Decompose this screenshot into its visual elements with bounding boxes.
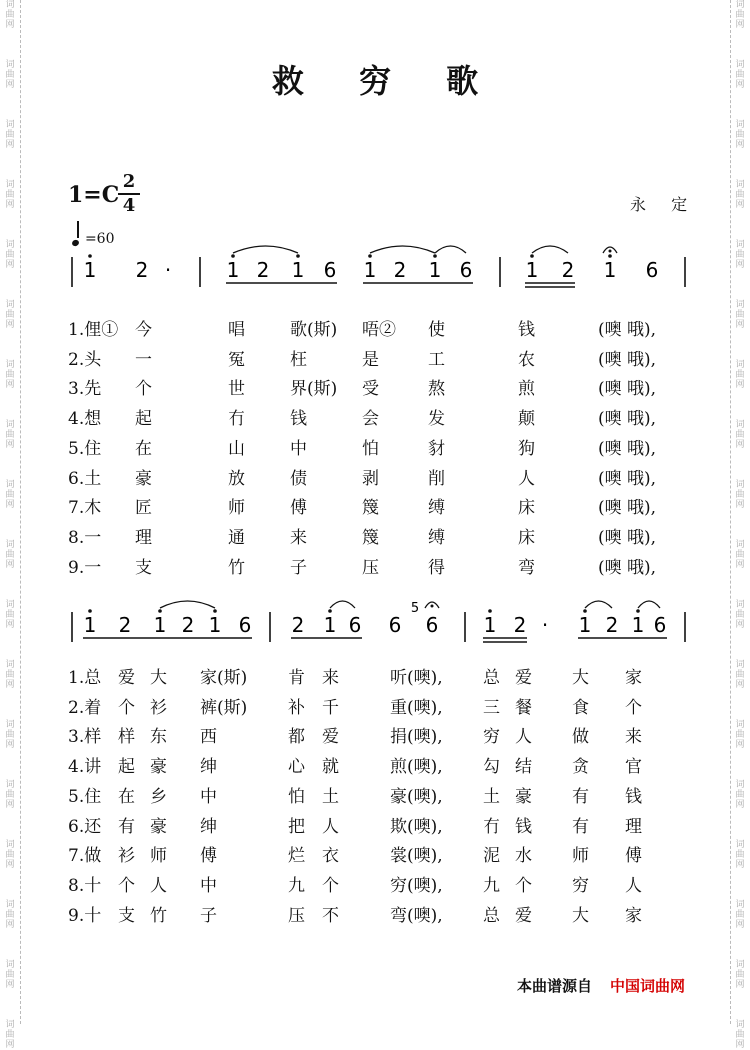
note-1: 1: [226, 258, 240, 282]
page-title: 救 穷 歌: [271, 62, 501, 100]
lyric-syllable: 裳(噢),: [390, 846, 443, 867]
lyric-syllable: 总: [483, 905, 500, 926]
lyric-syllable: 钱: [290, 409, 307, 430]
lyric-syllable: 4.想: [68, 409, 102, 430]
lyric-syllable: 狗: [518, 438, 535, 459]
fermata-dot: [609, 250, 612, 253]
lyric-syllable: 床: [518, 527, 535, 548]
lyric-syllable: 匠: [135, 498, 152, 519]
watermark-text: 词 曲 网: [5, 420, 15, 450]
lyric-syllable: 大: [150, 668, 167, 688]
lyric-syllable: (噢 哦),: [598, 438, 657, 459]
lyric-syllable: 剥: [362, 468, 379, 489]
verse-row: [0, 315, 750, 345]
lyric-syllable: 工: [428, 349, 445, 370]
lyric-syllable: 理: [625, 816, 642, 837]
lyric-syllable: 人: [625, 875, 642, 896]
lyric-syllable: 钱: [515, 816, 532, 837]
lyric-syllable: 傅: [200, 846, 217, 867]
verse-row: [0, 434, 750, 464]
lyric-syllable: 弯(噢),: [390, 905, 443, 926]
watermark-text: 词 曲 网: [735, 900, 745, 930]
key-signature: 1=C: [68, 182, 120, 208]
watermark-text: 词 曲 网: [735, 360, 745, 390]
lyric-syllable: 一: [135, 349, 152, 370]
lyric-syllable: (噢 哦),: [598, 498, 657, 519]
tempo-value: =60: [84, 231, 115, 247]
octave-dot: [530, 254, 534, 258]
watermark-text: 词 曲 网: [5, 720, 15, 750]
lyric-syllable: 受: [362, 379, 379, 400]
watermark-text: 词 曲 网: [5, 0, 15, 30]
note-1: 1: [208, 613, 222, 637]
note-1: 1: [631, 613, 645, 637]
watermark-text: 词 曲 网: [735, 720, 745, 750]
verse-row: [0, 693, 750, 723]
time-signature: [118, 172, 140, 216]
lyric-syllable: 结: [515, 757, 532, 778]
lyric-syllable: 个: [118, 875, 135, 896]
lyric-syllable: 篾: [362, 498, 379, 519]
source-brand-link[interactable]: 中国词曲网: [610, 977, 686, 995]
lyric-syllable: 水: [515, 846, 532, 867]
lyric-syllable: 1.总: [68, 668, 102, 688]
lyric-syllable: 9.一: [68, 557, 102, 578]
lyric-syllable: 烂: [288, 846, 305, 867]
lyric-syllable: 穷: [572, 875, 589, 896]
note-6: 6: [645, 258, 659, 282]
octave-dot: [231, 254, 235, 258]
lyric-syllable: 8.一: [68, 527, 102, 548]
lyric-syllable: 肯: [288, 668, 305, 688]
lyric-syllable: (噢 哦),: [598, 557, 657, 578]
verse-row: [0, 722, 750, 752]
note-1: 1: [323, 613, 337, 637]
watermark-text: 词 曲 网: [735, 600, 745, 630]
lyric-syllable: 床: [518, 498, 535, 519]
watermark-text: 词 曲 网: [735, 120, 745, 150]
watermark-text: 词 曲 网: [5, 360, 15, 390]
octave-dot: [88, 254, 92, 258]
lyric-syllable: 傅: [290, 498, 307, 519]
lyric-syllable: 来: [290, 527, 307, 548]
watermark-text: 词 曲 网: [735, 0, 745, 30]
lyric-syllable: 债: [290, 468, 307, 489]
lyric-syllable: 师: [150, 846, 167, 867]
lyric-syllable: 豪: [150, 816, 167, 837]
lyric-syllable: 今: [135, 320, 152, 340]
lyric-syllable: (噢 哦),: [598, 379, 657, 400]
lyric-syllable: 冤: [228, 349, 245, 370]
lyric-syllable: 歌(斯): [290, 320, 338, 340]
lyric-syllable: 7.做: [68, 846, 102, 867]
lyric-syllable: 削: [428, 468, 445, 489]
note-2: 2: [393, 258, 407, 282]
note-2: 2: [256, 258, 270, 282]
verse-row: [0, 374, 750, 404]
lyric-syllable: 豪(噢),: [390, 786, 443, 807]
lyric-syllable: 唱: [228, 320, 245, 340]
lyric-syllable: 有: [118, 816, 135, 837]
lyric-syllable: 钱: [518, 320, 535, 340]
lyric-syllable: 重(噢),: [390, 697, 443, 718]
note-6: 6: [238, 613, 252, 637]
watermark-text: 词 曲 网: [5, 480, 15, 510]
lyric-syllable: 不: [322, 905, 339, 926]
octave-dot: [433, 254, 437, 258]
lyric-syllable: 起: [135, 409, 152, 430]
lyric-syllable: 大: [572, 905, 589, 926]
lyric-syllable: 在: [135, 438, 152, 459]
watermark-text: 词 曲 网: [5, 300, 15, 330]
lyric-syllable: 压: [288, 905, 305, 926]
octave-dot: [368, 254, 372, 258]
octave-dot: [488, 609, 492, 613]
watermark-text: 词 曲 网: [735, 840, 745, 870]
lyric-syllable: 子: [200, 905, 217, 926]
lyric-syllable: 师: [228, 498, 245, 519]
note-1: 1: [525, 258, 539, 282]
lyric-syllable: 中: [200, 875, 217, 896]
lyric-syllable: 在: [118, 786, 135, 807]
lyric-syllable: 豺: [428, 438, 445, 459]
note-2: 2: [135, 258, 149, 282]
lyric-syllable: 土: [483, 786, 500, 807]
lyric-syllable: 9.十: [68, 905, 102, 926]
watermark-text: 词 曲 网: [735, 660, 745, 690]
lyric-syllable: 贪: [572, 757, 589, 778]
lyric-syllable: 子: [290, 557, 307, 578]
lyric-syllable: (噢 哦),: [598, 320, 657, 340]
notation-line-2: [0, 600, 750, 655]
dot-note: ·: [541, 613, 549, 637]
lyric-syllable: 得: [428, 557, 445, 578]
lyric-syllable: 冇: [228, 409, 245, 430]
note-1: 1: [578, 613, 592, 637]
note-2: 2: [291, 613, 305, 637]
note-1: 1: [483, 613, 497, 637]
lyric-syllable: 做: [572, 727, 589, 748]
lyric-syllable: 家: [625, 905, 642, 926]
verse-row: [0, 812, 750, 842]
lyric-syllable: 颠: [518, 409, 535, 430]
lyric-syllable: 3.样: [68, 727, 102, 748]
octave-dot: [328, 609, 332, 613]
octave-dot: [608, 254, 612, 258]
note-2: 2: [181, 613, 195, 637]
time-denominator: 4: [122, 195, 136, 216]
verse-row: [0, 871, 750, 901]
lyric-syllable: 人: [322, 816, 339, 837]
lyric-syllable: 中: [290, 438, 307, 459]
watermark-text: 词 曲 网: [5, 240, 15, 270]
lyric-syllable: 3.先: [68, 379, 102, 400]
lyric-syllable: 餐: [515, 697, 532, 718]
lyric-syllable: 压: [362, 557, 379, 578]
lyric-syllable: 家: [625, 668, 642, 688]
lyric-syllable: 缚: [428, 527, 445, 548]
lyric-syllable: (噢 哦),: [598, 468, 657, 489]
lyric-syllable: 听(噢),: [390, 668, 443, 688]
verse-row: [0, 464, 750, 494]
notation-line-1: [0, 245, 750, 300]
watermark-text: 词 曲 网: [735, 480, 745, 510]
watermark-text: 词 曲 网: [5, 960, 15, 990]
lyric-syllable: 冇: [483, 816, 500, 837]
grace-note: 5: [410, 601, 420, 616]
lyric-syllable: 土: [322, 786, 339, 807]
lyric-syllable: 发: [428, 409, 445, 430]
note-1: 1: [428, 258, 442, 282]
lyric-syllable: 理: [135, 527, 152, 548]
lyric-syllable: 穷(噢),: [390, 875, 443, 896]
note-2: 2: [513, 613, 527, 637]
lyric-syllable: 使: [428, 320, 445, 340]
lyric-syllable: 支: [135, 557, 152, 578]
note-6: 6: [348, 613, 362, 637]
note-6: 6: [459, 258, 473, 282]
lyric-syllable: 8.十: [68, 875, 102, 896]
lyric-syllable: 怕: [288, 786, 305, 807]
lyric-syllable: 个: [625, 697, 642, 718]
note-1: 1: [363, 258, 377, 282]
lyric-syllable: 界(斯): [290, 379, 338, 400]
lyric-syllable: 东: [150, 727, 167, 748]
lyric-syllable: 泥: [483, 846, 500, 867]
source-label: 本曲谱源自: [517, 977, 593, 995]
lyric-syllable: 衫: [150, 697, 167, 718]
verse-row: [0, 345, 750, 375]
lyric-syllable: 衣: [322, 846, 339, 867]
octave-dot: [158, 609, 162, 613]
watermark-text: 词 曲 网: [735, 1020, 745, 1050]
octave-dot: [88, 609, 92, 613]
lyric-syllable: (噢 哦),: [598, 349, 657, 370]
note-2: 2: [561, 258, 575, 282]
slur: [370, 246, 435, 253]
lyric-syllable: 豪: [135, 468, 152, 489]
lyric-syllable: 世: [228, 379, 245, 400]
watermark-text: 词 曲 网: [5, 120, 15, 150]
lyric-syllable: 2.头: [68, 349, 102, 370]
lyric-syllable: 1.俚①: [68, 320, 119, 340]
slur: [585, 601, 612, 608]
source-footer: [517, 975, 685, 996]
lyric-syllable: 三: [483, 697, 500, 718]
watermark-text: 词 曲 网: [5, 660, 15, 690]
note-6: 6: [653, 613, 667, 637]
verse-row: [0, 782, 750, 812]
verse-row: [0, 404, 750, 434]
lyric-syllable: 傅: [625, 846, 642, 867]
lyric-syllable: 放: [228, 468, 245, 489]
lyric-syllable: (噢 哦),: [598, 527, 657, 548]
lyric-syllable: 爱: [118, 668, 135, 688]
slur: [160, 601, 215, 608]
watermark-text: 词 曲 网: [5, 900, 15, 930]
lyric-syllable: 豪: [515, 786, 532, 807]
watermark-text: 词 曲 网: [5, 840, 15, 870]
lyric-syllable: 2.着: [68, 697, 102, 718]
lyric-syllable: 豪: [150, 757, 167, 778]
lyric-syllable: 7.木: [68, 498, 102, 519]
lyric-syllable: 中: [200, 786, 217, 807]
verse-row: [0, 523, 750, 553]
verse-row: [0, 841, 750, 871]
lyric-syllable: 爱: [515, 905, 532, 926]
lyric-syllable: 总: [483, 668, 500, 688]
note-1: 1: [603, 258, 617, 282]
lyric-syllable: 煎(噢),: [390, 757, 443, 778]
lyric-syllable: 都: [288, 727, 305, 748]
lyric-syllable: 心: [288, 757, 305, 778]
slur: [233, 246, 298, 253]
lyric-syllable: 起: [118, 757, 135, 778]
lyric-syllable: 爱: [322, 727, 339, 748]
lyric-syllable: 师: [572, 846, 589, 867]
lyric-syllable: 就: [322, 757, 339, 778]
lyric-syllable: 家(斯): [200, 668, 248, 688]
time-numerator: 2: [122, 171, 136, 192]
dot-note: ·: [164, 258, 172, 282]
lyric-syllable: 把: [288, 816, 305, 837]
lyric-syllable: 个: [515, 875, 532, 896]
tempo-marking: [72, 226, 115, 247]
lyric-syllable: 衫: [118, 846, 135, 867]
lyric-syllable: 补: [288, 697, 305, 718]
lyric-syllable: 捐(噢),: [390, 727, 443, 748]
watermark-text: 词 曲 网: [735, 420, 745, 450]
note-6: 6: [323, 258, 337, 282]
lyric-syllable: 通: [228, 527, 245, 548]
note-1: 1: [291, 258, 305, 282]
lyric-syllable: 爱: [515, 668, 532, 688]
lyric-syllable: 食: [572, 697, 589, 718]
lyric-syllable: 九: [288, 875, 305, 896]
lyric-syllable: 大: [572, 668, 589, 688]
slur: [435, 246, 466, 253]
composer: 永 定: [630, 195, 698, 214]
octave-dot: [583, 609, 587, 613]
verse-row: [0, 901, 750, 931]
lyric-syllable: 枉: [290, 349, 307, 370]
lyric-syllable: 绅: [200, 816, 217, 837]
lyric-syllable: 弯: [518, 557, 535, 578]
lyric-syllable: 农: [518, 349, 535, 370]
watermark-text: 词 曲 网: [735, 780, 745, 810]
watermark-text: 词 曲 网: [735, 180, 745, 210]
note-2: 2: [605, 613, 619, 637]
lyric-syllable: 欺(噢),: [390, 816, 443, 837]
lyric-syllable: 怕: [362, 438, 379, 459]
lyric-syllable: 穷: [483, 727, 500, 748]
watermark-text: 词 曲 网: [735, 60, 745, 90]
lyric-syllable: 5.住: [68, 786, 102, 807]
lyric-syllable: 6.土: [68, 468, 102, 489]
watermark-text: 词 曲 网: [735, 240, 745, 270]
lyric-syllable: 唔②: [362, 320, 396, 340]
note-6: 6: [388, 613, 402, 637]
note-6: 6: [425, 613, 439, 637]
watermark-text: 词 曲 网: [5, 540, 15, 570]
note-1: 1: [83, 613, 97, 637]
lyric-syllable: 人: [518, 468, 535, 489]
lyric-syllable: 缚: [428, 498, 445, 519]
watermark-text: 词 曲 网: [735, 300, 745, 330]
lyric-syllable: 会: [362, 409, 379, 430]
watermark-text: 词 曲 网: [5, 180, 15, 210]
lyric-syllable: 竹: [228, 557, 245, 578]
lyric-syllable: 样: [118, 727, 135, 748]
watermark-text: 词 曲 网: [5, 60, 15, 90]
watermark-text: 词 曲 网: [5, 780, 15, 810]
lyric-syllable: 煎: [518, 379, 535, 400]
lyric-syllable: 人: [515, 727, 532, 748]
watermark-text: 词 曲 网: [735, 540, 745, 570]
lyric-syllable: 绅: [200, 757, 217, 778]
octave-dot: [296, 254, 300, 258]
octave-dot: [213, 609, 217, 613]
lyric-syllable: 个: [135, 379, 152, 400]
lyric-syllable: 4.讲: [68, 757, 102, 778]
note-2: 2: [118, 613, 132, 637]
lyric-syllable: 篾: [362, 527, 379, 548]
note-1: 1: [83, 258, 97, 282]
lyric-syllable: 个: [118, 697, 135, 718]
slur: [532, 246, 568, 253]
lyric-syllable: 5.住: [68, 438, 102, 459]
lyric-syllable: 乡: [150, 786, 167, 807]
lyric-syllable: 官: [625, 757, 642, 778]
lyric-syllable: 熬: [428, 379, 445, 400]
lyric-syllable: 6.还: [68, 816, 102, 837]
verse-row: [0, 752, 750, 782]
lyric-syllable: 千: [322, 697, 339, 718]
fermata-dot: [431, 605, 434, 608]
lyric-syllable: 竹: [150, 905, 167, 926]
lyric-syllable: 是: [362, 349, 379, 370]
verse-row: [0, 663, 750, 693]
verse-row: [0, 553, 750, 583]
octave-dot: [636, 609, 640, 613]
lyric-syllable: 来: [322, 668, 339, 688]
watermark-text: 词 曲 网: [5, 600, 15, 630]
lyric-syllable: (噢 哦),: [598, 409, 657, 430]
lyric-syllable: 支: [118, 905, 135, 926]
watermark-text: 词 曲 网: [735, 960, 745, 990]
lyric-syllable: 有: [572, 786, 589, 807]
watermark-text: 词 曲 网: [5, 1020, 15, 1050]
slur: [330, 601, 355, 608]
lyric-syllable: 人: [150, 875, 167, 896]
lyric-syllable: 九: [483, 875, 500, 896]
lyric-syllable: 来: [625, 727, 642, 748]
lyric-syllable: 勾: [483, 757, 500, 778]
lyric-syllable: 西: [200, 727, 217, 748]
lyric-syllable: 钱: [625, 786, 642, 807]
lyric-syllable: 裤(斯): [200, 697, 248, 718]
lyric-syllable: 山: [228, 438, 245, 459]
slur: [638, 601, 660, 608]
verse-row: [0, 493, 750, 523]
lyric-syllable: 有: [572, 816, 589, 837]
note-1: 1: [153, 613, 167, 637]
lyric-syllable: 个: [322, 875, 339, 896]
